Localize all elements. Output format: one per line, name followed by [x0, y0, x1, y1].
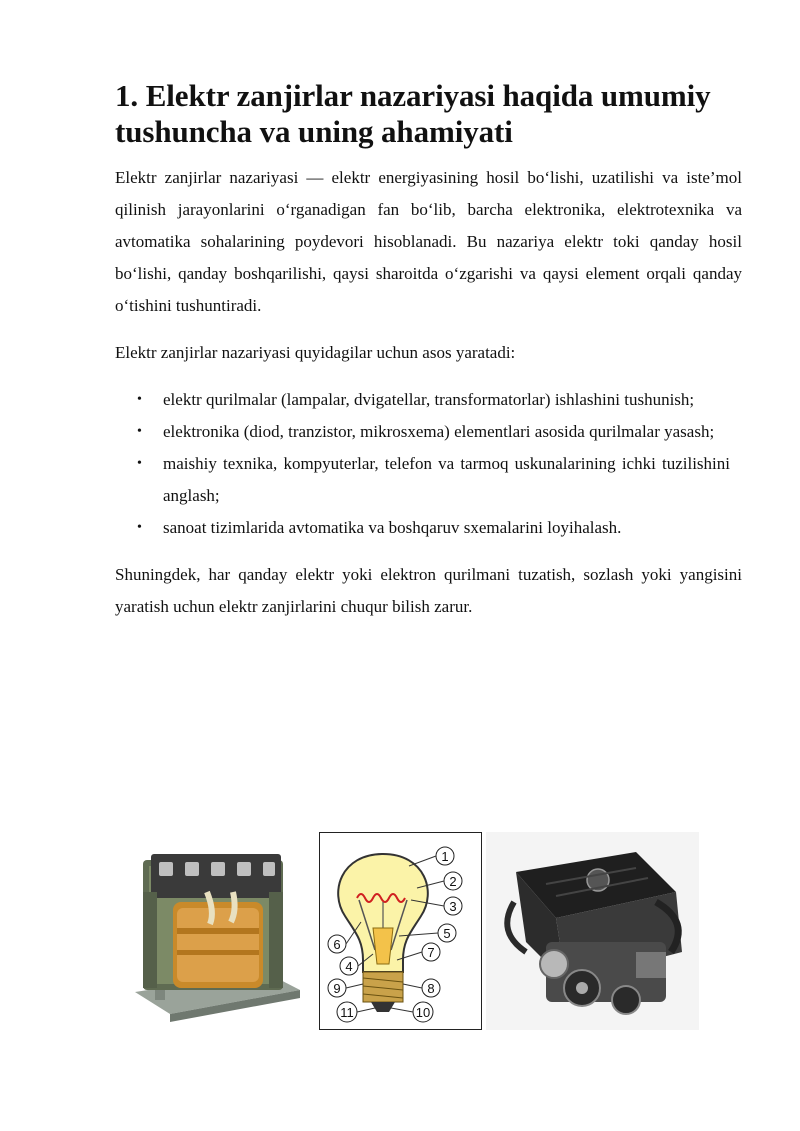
bulb-label: 10: [415, 1005, 431, 1020]
bulb-label: 8: [427, 981, 435, 996]
document-page: [115, 78, 742, 623]
engine-image: [486, 832, 699, 1030]
transformer-image: [115, 832, 307, 1032]
list-item: • elektr qurilmalar (lampalar, dvigatellar, transformatorlar) ishlashini tushunish;: [115, 384, 742, 416]
engine-icon: [486, 832, 699, 1030]
closing-paragraph: Shuningdek, har qanday elektr yoki elektron qurilmani tuzatish, sozlash yoki yangisini yaratish uchun elektr zanjirlarini chuqur bilish zarur.: [115, 565, 742, 616]
list-item: • sanoat tizimlarida avtomatika va boshqaruv sxemalarini loyihalash.: [115, 512, 742, 544]
light-bulb-diagram-icon: [319, 832, 482, 1030]
bullet-icon: •: [137, 520, 142, 535]
figure-row: [0, 832, 800, 1032]
bullet-icon: •: [137, 392, 142, 407]
bulb-label: 5: [443, 926, 451, 941]
bulb-label: 11: [340, 1005, 354, 1020]
bulb-label: 7: [427, 945, 435, 960]
page-title: 1. Elektr zanjirlar nazariyasi haqida umumiy tushuncha va uning ahamiyati: [115, 78, 711, 149]
list-item: • elektronika (diod, tranzistor, mikrosxema) elementlari asosida qurilmalar yasash;: [115, 416, 742, 448]
bullet-icon: •: [137, 456, 142, 471]
bulb-diagram-image: [319, 832, 482, 1030]
bulb-label: 9: [333, 981, 341, 996]
transformer-icon: [115, 832, 307, 1032]
bulb-label: 3: [449, 899, 457, 914]
bulb-label: 2: [449, 874, 457, 889]
bulb-label: 1: [441, 849, 449, 864]
bullet-list: [115, 384, 742, 544]
list-item: • maishiy texnika, kompyuterlar, telefon va tarmoq uskunalarining ichki tuzilishini anglash;: [115, 448, 742, 512]
bullet-icon: •: [137, 424, 142, 439]
list-intro-paragraph: Elektr zanjirlar nazariyasi quyidagilar uchun asos yaratadi:: [115, 343, 516, 362]
bulb-label: 6: [333, 937, 341, 952]
bulb-label: 4: [345, 959, 353, 974]
intro-paragraph: Elektr zanjirlar nazariyasi — elektr energiyasining hosil bo‘lishi, uzatilishi va iste’mol qilinish jarayonlarini o‘rganadigan fan bo‘lib, barcha elektronika, elektrotexnika va avtomatika sohalarining poydevori hisoblanadi. Bu nazariya elektr toki qanday hosil bo‘lishi, qanday boshqarilishi, qaysi sharoitda o‘zgarishi va qaysi element orqali qanday o‘tishini tushuntiradi.: [115, 168, 742, 315]
